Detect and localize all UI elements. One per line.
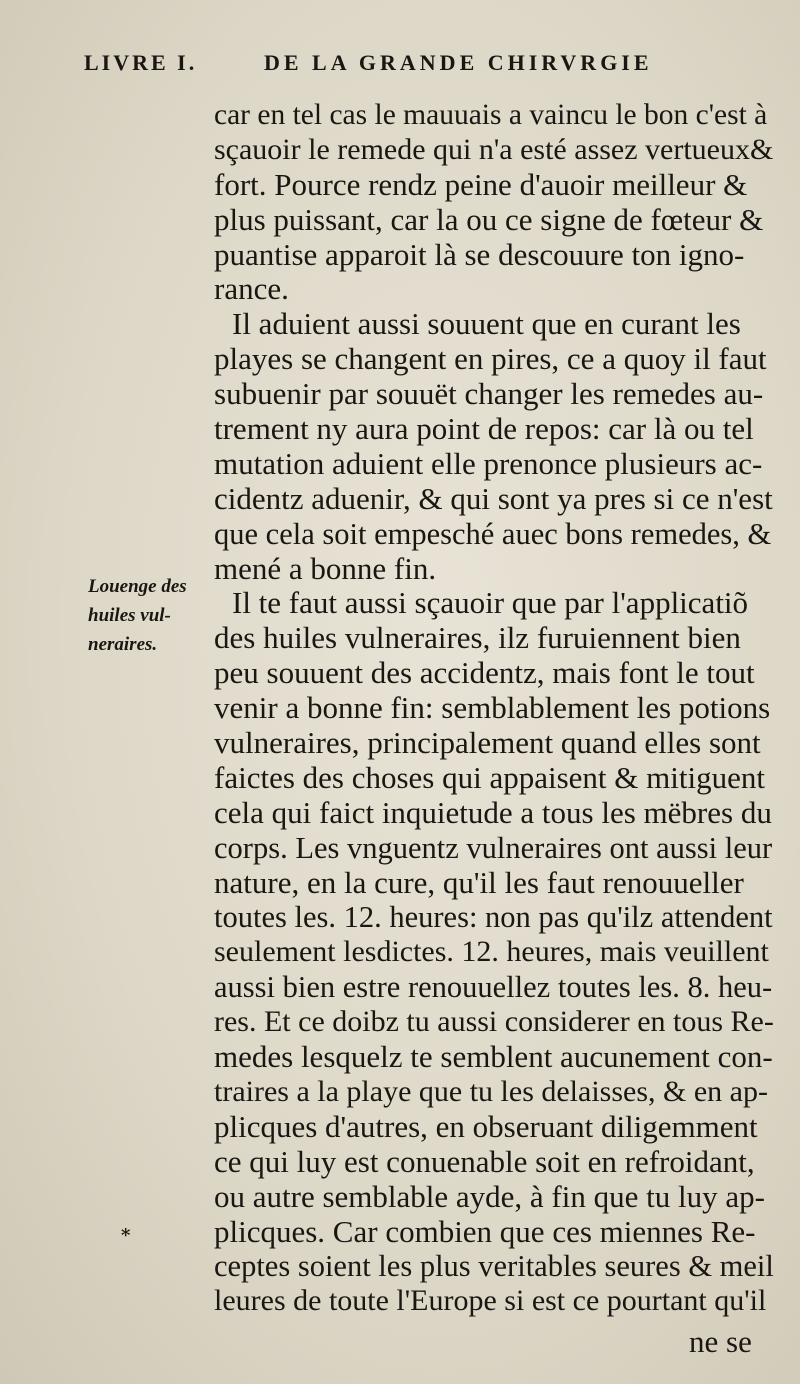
margin-note <box>88 572 218 659</box>
text-line: playes se changent en pires, ce a quoy il faut <box>214 341 767 377</box>
margin-asterisk: * <box>121 1225 131 1246</box>
catchword: ne se <box>689 1324 752 1359</box>
text-line: traires a la playe que tu les delaisses, & en ap- <box>214 1074 768 1108</box>
text-line: leures de toute l'Europe si est ce pourtant qu'il <box>214 1284 767 1318</box>
text-line: cela qui faict inquietude a tous les mëbres du <box>214 794 772 830</box>
text-line: medes lesquelz te semblent aucunement con- <box>214 1039 773 1075</box>
text-line: Il aduient aussi souuent que en curant les <box>232 306 741 342</box>
text-line: faictes des choses qui appaisent & mitiguent <box>214 759 765 795</box>
text-line: res. Et ce doibz tu aussi considerer en tous Re- <box>214 1005 774 1039</box>
text-line: rance. <box>214 271 289 307</box>
text-line: venir a bonne fin: semblablement les potions <box>214 690 771 726</box>
text-line: nature, en la cure, qu'il les faut renouueller <box>214 864 744 900</box>
text-line: ce qui luy est conuenable soit en refroidant, <box>214 1143 755 1179</box>
text-line: corps. Les vnguentz vulneraires ont aussi leur <box>214 830 773 865</box>
text-line: car en tel cas le mauuais a vaincu le bon c'est à <box>214 99 768 131</box>
margin-note-line: neraires. <box>88 634 158 655</box>
text-line: que cela soit empesché auec bons remedes, & <box>214 516 772 551</box>
running-head <box>84 50 724 90</box>
text-line: aussi bien estre renouuellez toutes les. 8. heu- <box>214 970 773 1005</box>
text-line: puantise apparoit là se descouure ton igno- <box>214 236 745 272</box>
text-line: plus puissant, car la ou ce signe de fœteur & <box>214 201 764 237</box>
text-line: plicques. Car combien que ces miennes Re- <box>214 1213 756 1249</box>
text-line: subuenir par souuët changer les remedes au- <box>214 376 764 412</box>
text-line: seulement lesdictes. 12. heures, mais veuillent <box>214 935 769 969</box>
text-line: cidentz aduenir, & qui sont ya pres si ce n'est <box>214 480 773 516</box>
text-line: plicques d'autres, en obseruant diligemment <box>214 1108 758 1144</box>
margin-note-line: huiles vul- <box>88 605 171 626</box>
text-line: fort. Pource rendz peine d'auoir meilleur & <box>214 166 748 202</box>
text-line: mutation aduient elle prenonce plusieurs ac- <box>214 445 763 481</box>
text-line: trement ny aura point de repos: car là ou tel <box>214 411 754 447</box>
text-line: des huiles vulneraires, ilz furuiennent bien <box>214 620 741 656</box>
text-line: Il te faut aussi sçauoir que par l'applicatiõ <box>232 585 749 621</box>
text-line: ceptes soient les plus veritables seures & meil <box>214 1249 774 1284</box>
running-head-title: DE LA GRANDE CHIRVRGIE <box>264 50 653 75</box>
text-line: vulneraires, principalement quand elles sont <box>214 725 761 761</box>
text-line: mené a bonne fin. <box>214 550 437 586</box>
text-line: peu souuent des accidentz, mais font le tout <box>214 655 755 691</box>
text-line: ou autre semblable ayde, à fin que tu luy ap- <box>214 1178 765 1214</box>
body-text <box>214 98 774 1319</box>
margin-note-line: Louenge des <box>88 576 187 597</box>
text-line: sçauoir le remede qui n'a esté assez vertueux& <box>214 132 774 166</box>
running-head-book-number: LIVRE I. <box>84 50 198 75</box>
text-line: toutes les. 12. heures: non pas qu'ilz attendent <box>214 900 773 935</box>
